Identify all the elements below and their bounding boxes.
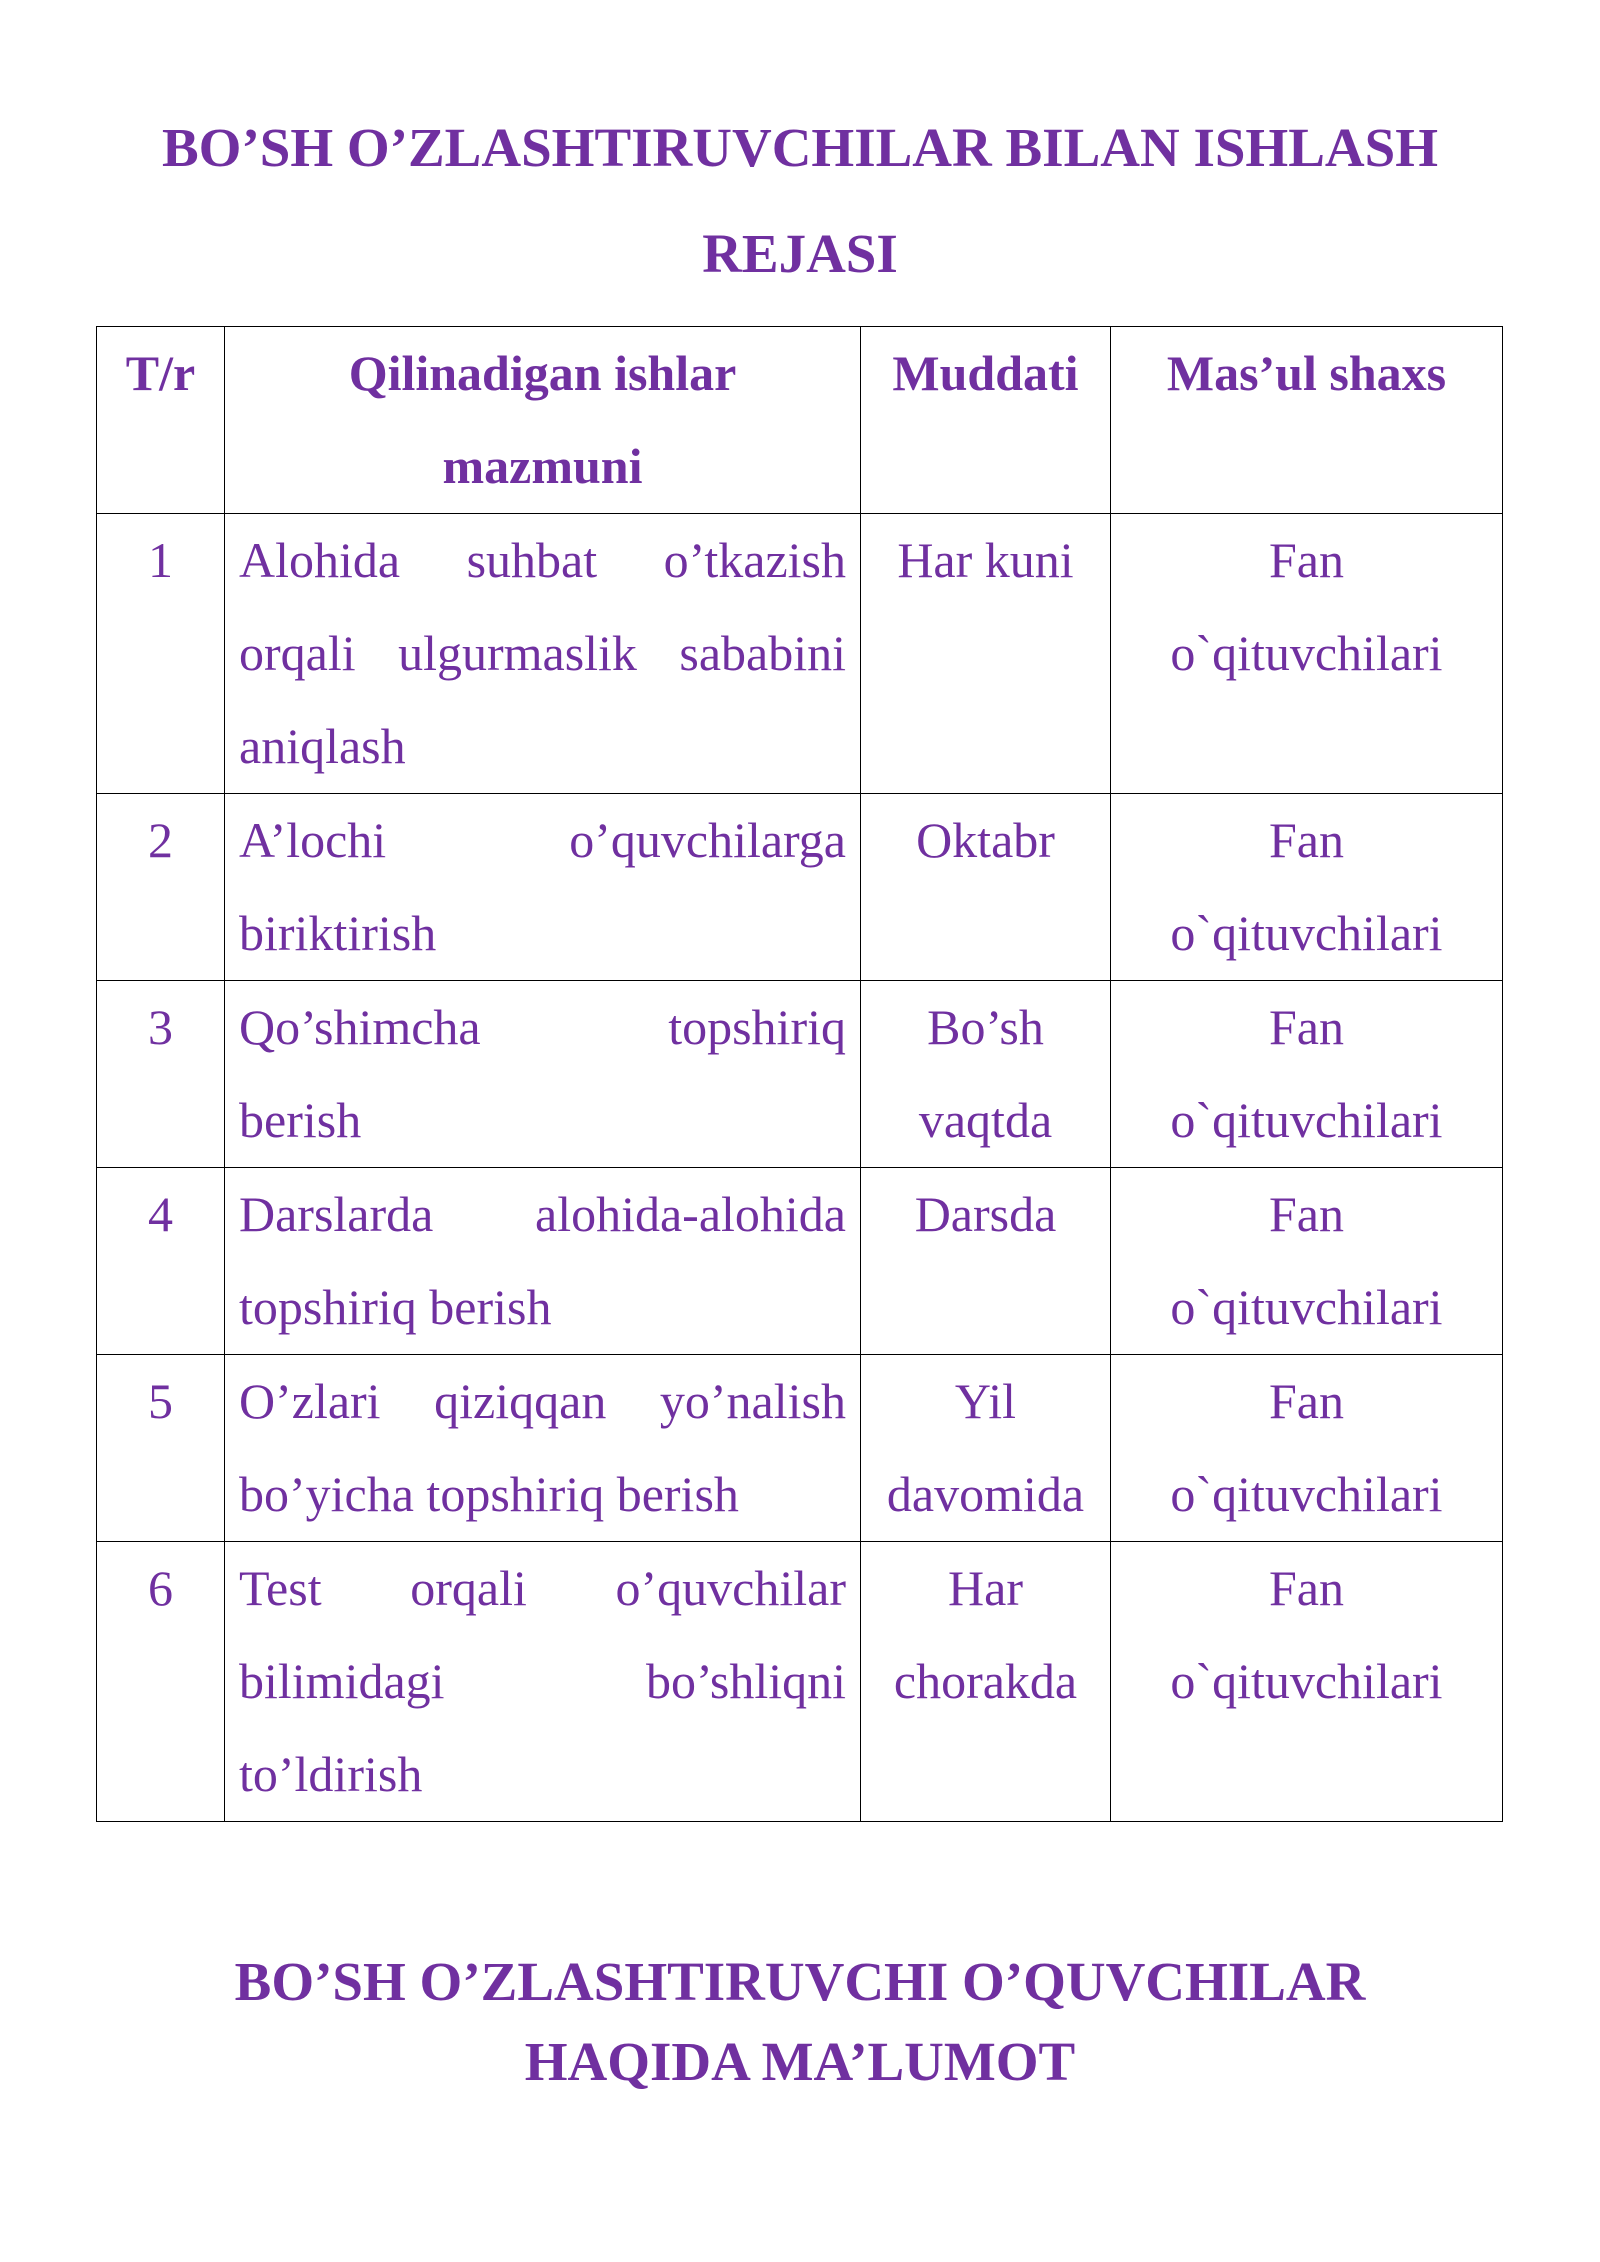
row-content-line: bilimidagi bo’shliqni [239, 1653, 846, 1709]
row-responsible-line: Fan [1269, 1186, 1344, 1242]
table-row [97, 1168, 1503, 1355]
row-deadline-line: Bo’sh [927, 999, 1044, 1055]
row-content [225, 1168, 861, 1355]
row-deadline-line: chorakda [893, 1653, 1078, 1709]
row-deadline-line: Har kuni [897, 532, 1074, 588]
table-row [97, 981, 1503, 1168]
row-content [225, 794, 861, 981]
row-content-line: A’lochi o’quvchilarga [239, 812, 846, 868]
row-number: 5 [97, 1355, 225, 1542]
row-content-line: Darslarda alohida-alohida [239, 1186, 846, 1242]
info-title-line-1: BO’SH O’ZLASHTIRUVCHI O’QUVCHILAR [234, 1951, 1366, 2012]
row-content-line: Test orqali o’quvchilar [239, 1560, 846, 1616]
header-deadline: Muddati [861, 327, 1111, 514]
plan-title-line-1: BO’SH O’ZLASHTIRUVCHILAR BILAN ISHLASH [162, 117, 1438, 178]
row-content [225, 981, 861, 1168]
row-responsible-line: o`qituvchilari [1170, 905, 1443, 961]
row-number: 6 [97, 1542, 225, 1822]
row-responsible-line: o`qituvchilari [1170, 1279, 1443, 1335]
row-responsible-line: o`qituvchilari [1170, 1466, 1443, 1522]
row-deadline [861, 1168, 1111, 1355]
row-content-line: Qo’shimcha topshiriq [239, 999, 846, 1055]
header-responsible: Mas’ul shaxs [1111, 327, 1503, 514]
row-content [225, 1542, 861, 1822]
row-content-line: topshiriq berish [239, 1279, 552, 1335]
plan-table-body [97, 514, 1503, 1822]
row-content-line: biriktirish [239, 905, 437, 961]
plan-table [96, 326, 1503, 1822]
row-number: 4 [97, 1168, 225, 1355]
table-row [97, 794, 1503, 981]
row-responsible-line: Fan [1269, 999, 1344, 1055]
row-deadline-line: Darsda [914, 1186, 1057, 1242]
row-content-line: to’ldirish [239, 1746, 423, 1802]
table-row [97, 514, 1503, 794]
row-deadline-line: Har [948, 1560, 1023, 1616]
row-number: 2 [97, 794, 225, 981]
plan-title-line-2: REJASI [702, 223, 898, 284]
row-responsible [1111, 794, 1503, 981]
row-content-line: Alohida suhbat o’tkazish [239, 532, 846, 588]
info-title-line-2: HAQIDA MA’LUMOT [524, 2031, 1076, 2092]
table-row [97, 1355, 1503, 1542]
header-number: T/r [97, 327, 225, 514]
row-content-line: O’zlari qiziqqan yo’nalish [239, 1373, 846, 1429]
row-content-line: berish [239, 1092, 362, 1148]
row-content-line: bo’yicha topshiriq berish [239, 1466, 739, 1522]
row-responsible-line: Fan [1269, 1373, 1344, 1429]
row-content [225, 1355, 861, 1542]
row-responsible-line: Fan [1269, 1560, 1344, 1616]
row-deadline-line: davomida [886, 1466, 1085, 1522]
row-deadline [861, 794, 1111, 981]
table-header-row [97, 327, 1503, 514]
row-content-line: aniqlash [239, 718, 406, 774]
row-number: 3 [97, 981, 225, 1168]
table-row [97, 1542, 1503, 1822]
row-responsible [1111, 1168, 1503, 1355]
row-number: 1 [97, 514, 225, 794]
row-content-line: orqali ulgurmaslik sababini [239, 625, 846, 681]
row-deadline [861, 514, 1111, 794]
row-responsible-line: Fan [1269, 812, 1344, 868]
row-responsible [1111, 514, 1503, 794]
row-responsible-line: o`qituvchilari [1170, 1092, 1443, 1148]
header-content [225, 327, 861, 514]
row-deadline-line: Yil [954, 1373, 1017, 1429]
header-content-line-1: Qilinadigan ishlar [348, 345, 737, 401]
row-responsible [1111, 981, 1503, 1168]
row-responsible [1111, 1355, 1503, 1542]
row-deadline [861, 1355, 1111, 1542]
row-responsible [1111, 1542, 1503, 1822]
row-responsible-line: Fan [1269, 532, 1344, 588]
row-responsible-line: o`qituvchilari [1170, 625, 1443, 681]
row-deadline [861, 1542, 1111, 1822]
row-deadline-line: Oktabr [916, 812, 1055, 868]
row-responsible-line: o`qituvchilari [1170, 1653, 1443, 1709]
row-deadline [861, 981, 1111, 1168]
row-content [225, 514, 861, 794]
row-deadline-line: vaqtda [918, 1092, 1053, 1148]
header-content-line-2: mazmuni [442, 438, 643, 494]
